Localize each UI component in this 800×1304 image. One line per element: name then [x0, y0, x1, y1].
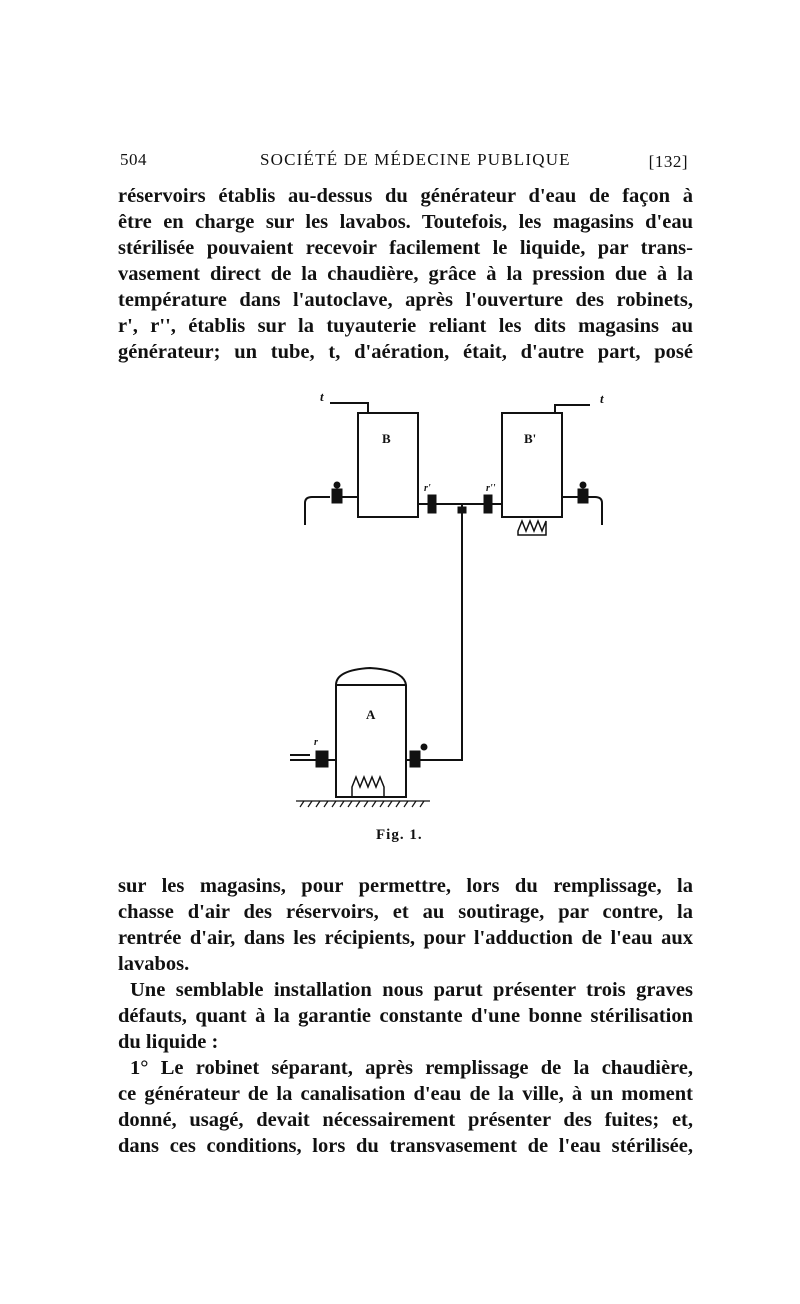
text-line: stérilisée pouvaient recevoir facilement le liquide, par trans- — [118, 237, 693, 259]
text-line: ce générateur de la canalisation d'eau de la ville, à un moment — [118, 1083, 693, 1105]
valve-r — [316, 751, 328, 767]
label-valve-r-double-prime: r'' — [486, 483, 496, 494]
label-valve-r: r — [314, 737, 318, 748]
valve-r-prime — [428, 495, 436, 513]
text-line: du liquide : — [118, 1031, 219, 1053]
text-line: 1° Le robinet séparant, après remplissage de la chaudière, — [130, 1057, 693, 1079]
tank-b-prime — [502, 413, 562, 517]
burner-a — [352, 777, 384, 797]
apparatus-figure — [290, 385, 630, 815]
text-line: donné, usagé, devait nécessairement présenter des fuites; et, — [118, 1109, 693, 1131]
text-line: être en charge sur les lavabos. Toutefois, les magasins d'eau — [118, 211, 693, 233]
valve-b-outlet — [332, 489, 342, 503]
reference-number: [132] — [648, 152, 688, 171]
label-t-left: t — [320, 389, 324, 404]
text-line: sur les magasins, pour permettre, lors du remplissage, la — [118, 875, 693, 897]
text-line: température dans l'autoclave, après l'ouverture des robinets, — [118, 289, 693, 311]
outlet-pipe-b-prime — [588, 497, 602, 525]
text-line: générateur; un tube, t, d'aération, était, d'autre part, posé — [118, 341, 693, 363]
text-line: dans ces conditions, lors du transvasement de l'eau stérilisée, — [118, 1135, 693, 1157]
label-tank-b-prime: B' — [524, 431, 537, 446]
page-number: 504 — [120, 150, 147, 169]
running-head — [120, 150, 688, 176]
text-line: Une semblable installation nous parut présenter trois graves — [130, 979, 693, 1001]
text-line: r', r'', établis sur la tuyauterie reliant les dits magasins au — [118, 315, 693, 337]
text-line: vasement direct de la chaudière, grâce à la pression due à la — [118, 263, 693, 285]
running-title: SOCIÉTÉ DE MÉDECINE PUBLIQUE — [260, 150, 571, 169]
text-line: réservoirs établis au-dessus du générateur d'eau de façon à — [118, 185, 693, 207]
text-line: rentrée d'air, dans les récipients, pour l'adduction de l'eau aux — [118, 927, 693, 949]
label-valve-r-prime: r' — [424, 483, 431, 494]
paragraph-top — [118, 183, 693, 365]
outlet-pipe-b — [305, 497, 330, 525]
riser-pipe — [418, 504, 462, 760]
paragraph-bottom — [118, 873, 693, 1159]
label-t-right: t — [600, 391, 604, 406]
aeration-tube-left — [330, 403, 368, 413]
tank-b — [358, 413, 418, 517]
valve-r-double-prime — [484, 495, 492, 513]
apparatus-diagram — [290, 385, 630, 815]
aeration-tube-right — [555, 405, 590, 413]
text-line: défauts, quant à la garantie constante d'une bonne stérilisation — [118, 1005, 693, 1027]
label-tank-a: A — [366, 707, 376, 722]
text-line: lavabos. — [118, 953, 190, 975]
label-tank-b: B — [382, 431, 391, 446]
valve-b-prime-outlet — [578, 489, 588, 503]
valve-a-outlet — [410, 751, 420, 767]
ground-hatching — [296, 801, 430, 807]
figure-caption: Fig. 1. — [376, 827, 423, 843]
text-line: chasse d'air des réservoirs, et au soutirage, par contre, la — [118, 901, 693, 923]
burner-b-prime — [518, 521, 546, 535]
